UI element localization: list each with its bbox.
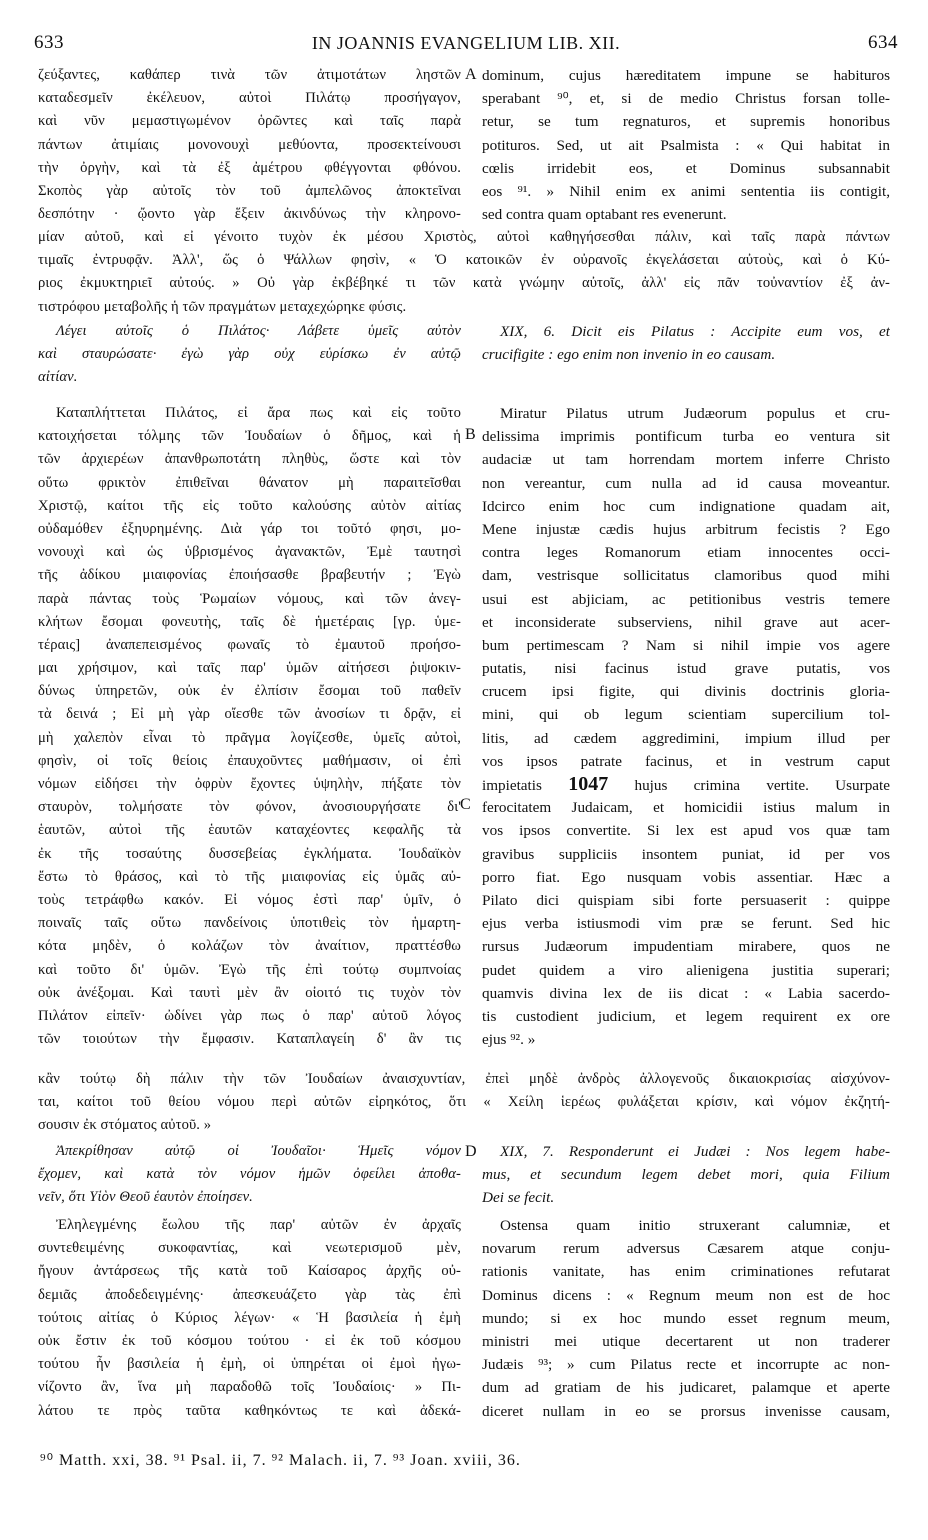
greek-line: ἑαυτῶν, αὐτοὶ τῆς ἑαυτῶν καταχέοντες κεφαλῆς τὰ (38, 822, 461, 839)
greek-line: καὶ νῦν μεμαστιγωμένον ὁρῶντες καὶ ταῖς παρὰ (38, 113, 461, 130)
greek-line: τιστρόφου μεταβολῆς ἡ τῶν πραγμάτων μεταχεχώρηκε φύσις. (38, 298, 407, 315)
margin-marker-a: A (465, 66, 477, 83)
greek-line: καὶ τοῦτο δι' ὑμῶν. Ἐγὼ τῆς ἐπὶ τούτῳ συμπνοίας (38, 961, 461, 978)
latin-line: diceret nullam in eo se prorsus invenisse causam, (482, 1402, 890, 1420)
greek-line: οὐδαμόθεν ἐξηυρημένης. Διὰ γάρ τοι τοῦτό φησι, μο- (38, 520, 461, 537)
latin-line: Pilato dici quispiam sibi forte persuaserit : quippe (482, 891, 890, 909)
latin-line: vos ipsos patrate facinus, et in vestrum caput (482, 752, 890, 770)
latin-lemma-b (482, 320, 890, 366)
latin-line: non vereantur, cum nulla ad id causa moveantur. (482, 474, 890, 492)
latin-line: sperabant ⁹⁰, et, si de medio Christus forsan tolle- (482, 90, 890, 108)
latin-line: retur, se tum regnaturos, et supremis honoribus (482, 113, 890, 131)
greek-line: ποιναῖς ταῖς οὕτω πανδείνοις ὑποτιθεὶς τὸν ἡμαρτη- (38, 915, 461, 932)
latin-line: Idcirco enim hoc cum indignatione quadam ait, (482, 497, 890, 515)
greek-line: νονουχὶ καὶ ὡς ὑβρισμένος ἀγανακτῶν, Ἐμὲ ταυτησὶ (38, 544, 461, 561)
latin-fragment: impietatis (482, 777, 542, 794)
greek-lemma-line: καὶ σταυρώσατε· ἐγὼ γὰρ οὐχ εὑρίσκω ἐν αὐτῷ (38, 346, 461, 363)
page-number-left: 633 (34, 32, 64, 53)
greek-line: τούτοις αἰτίας ὁ Κύριος λέγων· « Ἡ βασιλεία ἡ ἐμὴ (38, 1309, 461, 1326)
margin-marker-d: D (465, 1143, 477, 1160)
greek-line: τούτου ἦν βασιλεία ἡ ἐμὴ, οἱ ὑπηρέται οἱ ἐμοὶ ἠγω- (38, 1356, 461, 1373)
greek-line: συντεθειμένης συκοφαντίας, καὶ νεωτερισμοῦ μὲν, (38, 1240, 461, 1257)
latin-lemma-line: crucifigite : ego enim non invenio in eo causam. (482, 346, 776, 364)
latin-line-with-column-number (482, 773, 890, 796)
greek-line: καταδεσμεῖν ἐκέλευον, αὐτοὶ Πιλάτῳ προσήγαγον, (38, 90, 461, 107)
latin-line: Mene injustæ cædis hujus arbitrum fecistis ? Ego (482, 520, 890, 538)
greek-line: πάντων ἀτιμίαις μονονουχὶ μεθύοντα, προσεκτείνουσι (38, 136, 461, 153)
latin-line: et inconsiderate subserviens, nihil grave aut acer- (482, 613, 890, 631)
latin-line: sed contra quam optabant res evenerunt. (482, 206, 727, 224)
latin-line: delissima imprimis pontificum turba eo ventura sit (482, 428, 890, 446)
greek-line: νόμων εἰδήσει τὴν ὀφρὺν ἔχοντες ὑψηλὴν, πήξατε τὸν (38, 776, 461, 792)
greek-line: κότα μηδὲν, ὁ κολάζων τὸν ἀναίτιον, πραττέσθω (38, 938, 461, 955)
greek-line: σταυρὸν, τολμήσατε τὸν φόνον, ἀνοσιουργήσατε δι' (38, 799, 461, 816)
latin-line: potituros. Sed, ut ait Psalmista : « Qui habitat in (482, 136, 890, 154)
latin-line: ejus verba istiusmodi vim præ se ferunt. Sed hic (482, 915, 890, 933)
greek-line: τῶν ἀρχιερέων ἀπανθρωποτάτη πληθὺς, ὥστε καὶ τὸν (38, 451, 461, 468)
greek-column-d (38, 1214, 461, 1423)
greek-line: Ἐληλεγμένης ἔωλου τῆς παρ' αὐτῶν ἐν ἀρχαῖς (56, 1217, 461, 1233)
greek-line: κἂν τούτῳ δὴ πάλιν τὴν τῶν Ἰουδαίων ἀναισχυντίαν, ἐπεὶ μηδὲ ἀνδρὸς ἀλλογενοῦς δικαιοκρισίας αἰσχύνον- (38, 1071, 890, 1087)
latin-line: Ostensa quam initio struxerant calumniæ, et (500, 1217, 890, 1234)
latin-line: rationis vanitate, has enim criminationes refutarat (482, 1263, 890, 1281)
greek-line: τὰ δεινά ; Εἰ μὴ γὰρ οἴεσθε τῶν ἀνοσίων τι δρᾷν, εἰ (38, 706, 461, 723)
latin-line: ministri mei utique decertarent ut non traderer (482, 1332, 890, 1350)
greek-column-a (38, 64, 461, 226)
greek-lemma-line: αἰτίαν. (38, 369, 78, 386)
greek-line: δύνως ὑπηρετῶν, οὐκ ἐν ἐλπίσιν ἔσομαι τοῦ παθεῖν (38, 683, 461, 700)
latin-line: ejus ⁹². » (482, 1031, 536, 1049)
latin-column-a (482, 64, 890, 226)
running-header (34, 28, 898, 58)
greek-line: τῆς ἀδίκου μιαιφονίας ἐποιήσασθε βραβευτήν ; Ἐγὼ (38, 567, 461, 584)
greek-line: δεσπότην · ᾤοντο γὰρ ἕξειν ἀκινδύνως τὴν κληρονο- (38, 206, 461, 223)
latin-lemma-line: XIX, 7. Responderunt ei Judæi : Nos legem habe- (500, 1143, 890, 1160)
greek-line: τιμαῖς ἐντρυφᾷν. Ἀλλ', ὥς ὁ Ψάλλων φησὶν, « Ὁ κατοικῶν ἐν οὐρανοῖς ἐκγελάσεται αὐτοὺς, καὶ ὁ Κύ- (38, 252, 890, 269)
latin-line: litis, ad cædem aggredimini, impium illud per (482, 729, 890, 747)
greek-line: τῶν τοιούτων τὴν ἔμφασιν. Καταπλαγείη δ' ἂν τις (38, 1031, 461, 1048)
latin-lemma-d (482, 1140, 890, 1210)
footnotes: ⁹⁰ Matth. xxi, 38. ⁹¹ Psal. ii, 7. ⁹² Malach. ii, 7. ⁹³ Joan. xviii, 36. (40, 1452, 521, 1469)
greek-line: μαι χρήσιμον, καὶ ταῖς παρ' ὑμῶν αἰτήσεσι ῥιψοκιν- (38, 660, 461, 677)
full-width-greek-a (38, 226, 890, 319)
greek-line: μὴ χαλεπὸν εἶναι τὸ πρᾶγμα λογίζεσθε, ὑμεῖς αὐτοὶ, (38, 729, 461, 746)
latin-line: contra leges Romanorum etiam innocentes occi- (482, 544, 890, 562)
greek-lemma-line: νεῖν, ὅτι Υἱὸν Θεοῦ ἑαυτὸν ἐποίησεν. (38, 1189, 253, 1206)
greek-line: Καταπλήττεται Πιλάτος, εἰ ἄρα πως καὶ εἰς τοῦτο (56, 405, 461, 421)
greek-line: ἐκ τῆς τοσαύτης δυσσεβείας ἐγκλήματα. Ἰουδαϊκὸν (38, 845, 461, 862)
latin-line: bum pertimescam ? Nam si nihil impie vos agere (482, 636, 890, 654)
latin-lemma-line: mus, et secundum legem debet mori, quia Filium (482, 1166, 890, 1184)
latin-line: usui est abjiciam, ac petitionibus vestris temere (482, 590, 890, 608)
latin-line: eos ⁹¹. » Nihil enim ex animi sententia iis contigit, (482, 182, 890, 200)
latin-line: crucem ipsi figite, qui divinis doctrinis gloria- (482, 683, 890, 701)
greek-line: μίαν αὐτοῦ, καὶ εἰ γένοιτο τυχὸν ἐκ μέσου Χριστὸς, αὐτοὶ καθηγήσεσθαι πάλιν, καὶ ταῖς παρὰ πάντων (38, 229, 890, 245)
greek-line: Χριστῷ, καίτοι τῆς εἰς τοῦτο καλούσης αὐτὸν αἰτίας (38, 497, 461, 514)
latin-line: vos ipsos convertite. Si lex est apud vos quæ tam (482, 822, 890, 840)
latin-column-b (482, 402, 890, 1051)
greek-lemma-line: ἔχομεν, καὶ κατὰ τὸν νόμον ἡμῶν ὀφείλει ἀποθα- (38, 1166, 461, 1183)
greek-line: οὕτω φρικτὸν ἐπιθεῖναι θάνατον μὴ παραιτεῖσθαι (38, 474, 461, 491)
latin-line: mini, qui ob legum scientiam supercilium tol- (482, 706, 890, 724)
greek-line: λάτου τε πρὸς ταῦτα καθηκόντως τε καὶ ἀδεκά- (38, 1402, 461, 1419)
greek-lemma-d (38, 1140, 461, 1210)
greek-line: δεμιᾶς ἀποδεδειγμένης· ἀπεσκευάζετο γὰρ τὰς ἐπὶ (38, 1286, 461, 1303)
latin-line: mundo; si ex hoc mundo esset regnum meum, (482, 1309, 890, 1327)
greek-line: σουσιν ἐκ στόματος αὐτοῦ. » (38, 1117, 212, 1134)
greek-line: τοὺς τετράφθω κακόν. Εἰ νόμος ἐστὶ παρ' ὑμῖν, ὁ (38, 891, 461, 908)
greek-line: ζεύξαντες, καθάπερ τινὰ τῶν ἀτιμοτάτων ληστῶν (38, 67, 461, 83)
latin-line: cœlis irridebit eos, et Dominus subsannabit (482, 159, 890, 177)
latin-line: pudet quidem a viro alienigena justitia superari; (482, 961, 890, 979)
greek-line: ἤγουν ἀντάρσεως τῆς κατὰ τοῦ Καίσαρος ἀρχῆς οὐ- (38, 1263, 461, 1280)
latin-lemma-line: XIX, 6. Dicit eis Pilatus : Accipite eum vos, et (500, 323, 890, 340)
running-title: IN JOANNIS EVANGELIUM LIB. XII. (311, 32, 621, 53)
greek-line: νίζοντο ἂν, ἵνα μὴ παραδοθῶ τοῖς Ἰουδαίοις· » Πι- (38, 1379, 461, 1396)
latin-line: Dominus dicens : « Regnum meum non est de hoc (482, 1286, 890, 1304)
latin-line: novarum rerum adversus Cæsarem atque conju- (482, 1240, 890, 1258)
greek-line: ται, καίτοι τοῦ θείου νόμου περὶ αὐτῶν εἰρηκότος, ὅτι « Χείλη ἱερέως φυλάξεται κρίσιν, καὶ νόμον ἐκζητή- (38, 1094, 890, 1111)
latin-line: Miratur Pilatus utrum Judæorum populus et cru- (500, 405, 890, 422)
latin-fragment: hujus crimina vertite. Usurpate (634, 777, 890, 794)
greek-lemma-b (38, 320, 461, 390)
greek-line: φησὶν, οἱ τοῖς θείοις ἐπαυχοῦντες μαθήμασιν, οἱ ἐπὶ (38, 752, 461, 769)
greek-line: Πιλάτον εἰπεῖν· ὠδίνει γὰρ πως ὁ παρ' αὐτοῦ λόγος (38, 1007, 461, 1024)
greek-column-b (38, 402, 461, 1051)
greek-line: παρὰ πάντας τοὺς Ῥωμαίων νόμους, καὶ τῶν ἀνεγ- (38, 590, 461, 607)
latin-lemma-line: Dei se fecit. (482, 1189, 555, 1207)
latin-line: gravibus suppliciis insontem puniat, id per vos (482, 845, 890, 863)
greek-lemma-line: Ἀπεκρίθησαν αὐτῷ οἱ Ἰουδαῖοι· Ἡμεῖς νόμον (56, 1143, 461, 1159)
greek-line: ἔστω τὸ θράσος, καὶ τὸ τῆς μιαιφονίας εἰς ὑμᾶς αὐ- (38, 868, 461, 885)
latin-line: audaciæ ut tam horrendam mortem inferre Christo (482, 451, 890, 469)
latin-line: rursus Judæorum impudentiam mirabere, quos ne (482, 938, 890, 956)
full-width-greek-b (38, 1068, 890, 1138)
latin-line: ferocitatem Judaicam, et homicidii istius malum in (482, 799, 890, 817)
latin-line: quamvis divina lex de iis dicat : « Labia sacerdo- (482, 984, 890, 1002)
greek-line: οὐκ ἔστιν ἐκ τοῦ κόσμου τούτου · εἰ ἐκ τοῦ κόσμου (38, 1332, 461, 1349)
latin-line: Judæis ⁹³; » cum Pilatus recte et incorrupte ac non- (482, 1356, 890, 1374)
latin-line: porro fiat. Ego nusquam vobis assentiar. Hæc a (482, 868, 890, 886)
latin-line: tis custodient judicium, et legem requirent ex ore (482, 1007, 890, 1025)
greek-line: Σκοπὸς γὰρ αὐτοῖς τὸν τοῦ ἀμπελῶνος ἀποκτεῖναι (38, 182, 461, 199)
page-number-right: 634 (867, 32, 898, 53)
margin-marker-b: B (465, 426, 476, 443)
latin-line: dominum, cujus hæreditatem impune se habituros (482, 67, 890, 84)
greek-line: ριος ἐκμυκτηριεῖ αὐτούς. » Οὐ γὰρ ἐκβέβηκέ τι τῶν κατὰ γνώμην αὐτοῖς, ἀλλ' εἰς πᾶν τοὐναντίον ἐξ ἀν- (38, 275, 890, 292)
greek-line: τέραις] ἀναπεπεισμένος φωναῖς τὸ ἐμαυτοῦ προήσο- (38, 636, 461, 653)
greek-line: οὐκ ἀνέξομαι. Καὶ ταυτὶ μὲν ἂν οἰοιτό τις τυχὸν τὸν (38, 984, 461, 1001)
latin-line: dum ad gratiam de his judicaret, palamque et aperte (482, 1379, 890, 1397)
greek-line: τὴν ὀργὴν, καὶ τὰ ἐξ ἀμέτρου φθέγγονται φθόνου. (38, 159, 461, 176)
greek-lemma-line: Λέγει αὐτοῖς ὁ Πιλάτος· Λάβετε ὑμεῖς αὐτὸν (56, 323, 461, 339)
greek-line: κλήτων ἔσομαι φονευτὴς, ταῖς δὲ ἡμετέραις [γρ. ὑμε- (38, 613, 461, 630)
margin-marker-c: C (460, 796, 471, 813)
column-number: 1047 (568, 773, 609, 795)
greek-line: κατοιχήσεται τόλμης τῶν Ἰουδαίων ὁ δῆμος, καὶ ἡ (38, 428, 461, 445)
latin-line: putatis, nisi facinus istud grave putatis, vos (482, 660, 890, 678)
latin-line: dam, vestrisque sollicitatus clamoribus quod mihi (482, 567, 890, 585)
latin-column-d (482, 1214, 890, 1423)
